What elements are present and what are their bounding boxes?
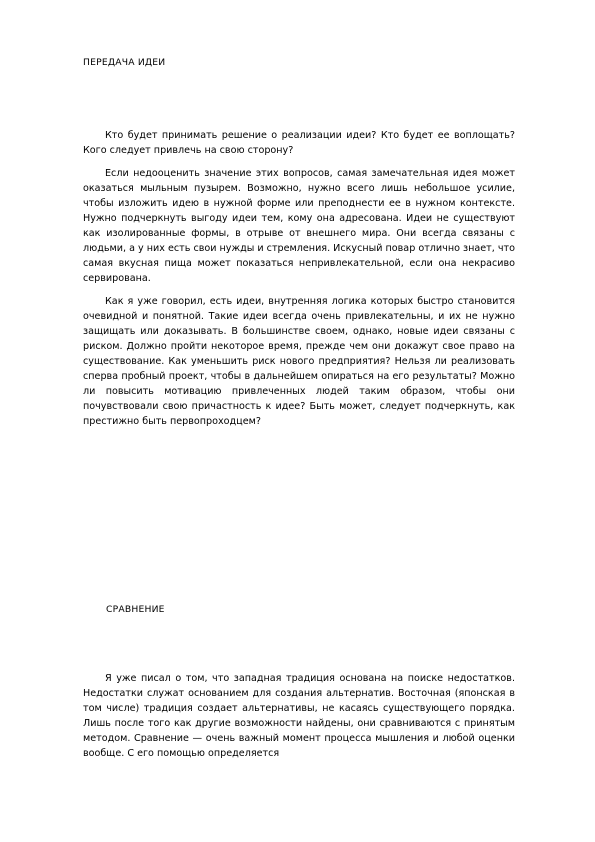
section-body-idea-transfer [83,128,515,437]
paragraph: Если недооценить значение этих вопросов, самая замечательная идея может оказаться мыльным пузырем. Возможно, нужно всего лишь небольшое усилие, чтобы изложить идею в нужной форме или преподнести ее в нужном контексте. Нужно подчеркнуть выгоду идеи тем, кому она адресована. Идеи не существуют как изолированные формы, в отрыве от внешнего мира. Они всегда связаны с людьми, а у них есть свои нужды и стремления. Искусный повар отлично знает, что самая вкусная пища может показаться непривлекательной, если она некрасиво сервирована. [83,168,515,284]
paragraph: Как я уже говорил, есть идеи, внутренняя логика которых быстро становится очевидной и понятной. Такие идеи всегда очень привлекательны, и их не нужно защищать или доказывать. В большинстве своем, однако, новые идеи связаны с риском. Должно пройти некоторое время, прежде чем они докажут свое право на существование. Как уменьшить риск нового предприятия? Нельзя ли реализовать сперва пробный проект, чтобы в дальнейшем опираться на его результаты? Можно ли повысить мотивацию привлеченных людей таким образом, чтобы они почувствовали свою причастность к идее? Быть может, следует подчеркнуть, как престижно быть первопроходцем? [83,296,515,427]
section-heading-idea-transfer: ПЕРЕДАЧА ИДЕИ [83,57,166,68]
paragraph: Я уже писал о том, что западная традиция основана на поиске недостатков. Недостатки служат основанием для создания альтернатив. Восточная (японская в том числе) традиция создает альтернативы, не касаясь существующего порядка. Лишь после того как другие возможности найдены, они сравниваются с принятым методом. Сравнение — очень важный момент процесса мышления и любой оценки вообще. С его помощью определяется [83,673,515,759]
section-heading-comparison: СРАВНЕНИЕ [106,604,165,615]
section-body-comparison [83,671,515,769]
paragraph: Кто будет принимать решение о реализации идеи? Кто будет ее воплощать? Кого следует привлечь на свою сторону? [83,130,515,156]
